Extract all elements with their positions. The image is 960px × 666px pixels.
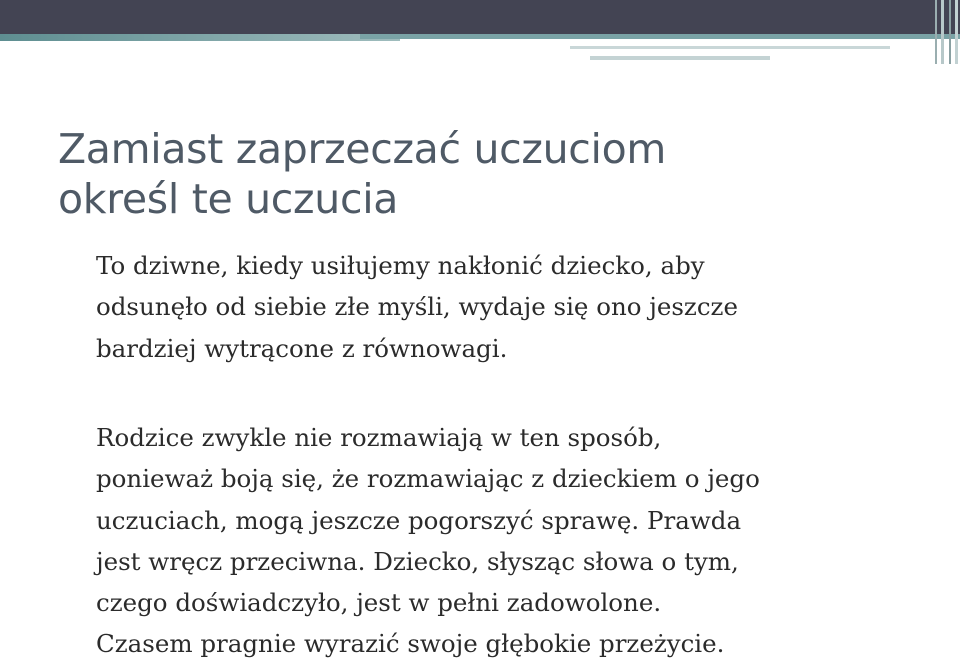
decorative-stripe	[0, 34, 400, 41]
paragraph-line: Rodzice zwykle nie rozmawiają w ten sposób,	[96, 423, 662, 452]
body-paragraph-1	[96, 245, 926, 369]
decorative-stripe	[590, 56, 770, 60]
decorative-bar	[955, 0, 958, 64]
paragraph-line: ponieważ boją się, że rozmawiając z dzieckiem o jego	[96, 464, 760, 494]
decorative-bar	[941, 0, 944, 64]
paragraph-line: jest wręcz przeciwna. Dziecko, słysząc słowa o tym,	[96, 546, 739, 576]
slide-title-line: Zamiast zaprzeczać uczuciom	[58, 125, 667, 173]
paragraph-line: uczuciach, mogą jeszcze pogorszyć sprawę. Prawda	[96, 505, 742, 535]
paragraph-line: odsunęło od siebie złe myśli, wydaje się ono jeszcze	[96, 292, 738, 322]
slide-title-line: określ te uczucia	[58, 175, 399, 223]
decorative-stripe	[570, 46, 890, 49]
paragraph-line: bardziej wytrącone z równowagi.	[96, 333, 508, 363]
header-band	[0, 0, 960, 34]
decorative-bar	[949, 0, 951, 64]
slide-title	[58, 124, 918, 224]
decorative-bar	[935, 0, 937, 64]
decorative-stripe	[360, 34, 960, 39]
paragraph-line: To dziwne, kiedy usiłujemy nakłonić dziecko, aby	[96, 251, 705, 280]
body-paragraph-2	[96, 417, 926, 665]
paragraph-line: Czasem pragnie wyrazić swoje głębokie przeżycie.	[96, 629, 725, 659]
paragraph-line: czego doświadczyło, jest w pełni zadowolone.	[96, 588, 662, 618]
